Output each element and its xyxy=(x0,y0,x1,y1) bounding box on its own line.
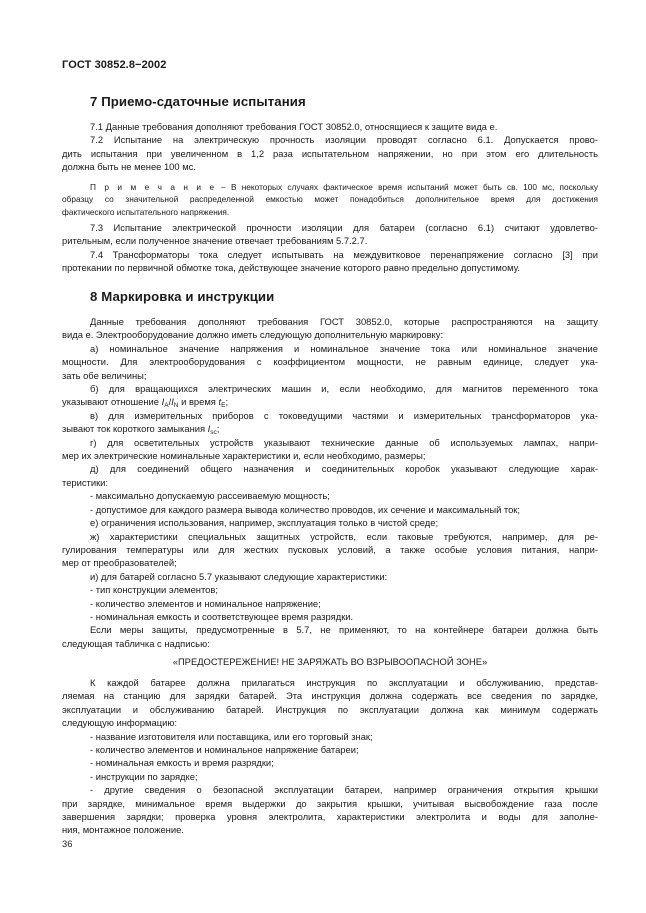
instructions-line: эксплуатации и обслуживанию батарей. Инструкция по эксплуатации должна как минимум содержать xyxy=(62,703,598,715)
list-item: - название изготовителя или поставщика, или его торговый знак; xyxy=(90,730,373,742)
subscript-sc: sc xyxy=(210,429,217,437)
list-item: - максимально допускаемую рассеиваемую мощность; xyxy=(90,490,330,502)
item-b-text: указывают отношение xyxy=(62,396,162,408)
paragraph-7-1: 7.1 Данные требования дополняют требования ГОСТ 30852.0, относящиеся к защите вида е. xyxy=(90,121,498,132)
instructions-line: следующую информацию: xyxy=(62,717,177,729)
note-line: образцу со значительной распределенной емкостью может понадобиться дополнительное время для достижения xyxy=(62,194,598,205)
plate-line: следующая табличка с надписью: xyxy=(62,637,210,649)
paragraph-7-2-line: должна быть не менее 100 мс. xyxy=(62,161,196,173)
item-zh-line: ж) характеристики специальных защитных устройств, если таковые требуются, например, для ре- xyxy=(90,530,598,542)
item-c-line xyxy=(62,422,598,435)
item-zh-line: мер от преобразователей; xyxy=(62,557,177,569)
section-8-title: 8 Маркировка и инструкции xyxy=(90,289,275,304)
list-item: - количество элементов и номинальное напряжение; xyxy=(90,597,321,609)
warning-block xyxy=(62,655,598,668)
symbol-i: I xyxy=(171,396,174,408)
subscript-n: N xyxy=(173,402,179,410)
paragraph-7-3-line: 7.3 Испытание электрической прочности изоляции для батареи (согласно 6.1) считают удовлетво- xyxy=(90,222,598,233)
paragraph-7-4-line: протекании по первичной обмотке тока, действующее значение которого равно предельно допустимому. xyxy=(62,262,520,274)
item-b-line: б) для вращающихся электрических машин и, если необходимо, для магнитов переменного тока xyxy=(90,383,598,395)
item-b-line xyxy=(62,395,598,408)
intro-line: вида е. Электрооборудование должно иметь следующую дополнительную маркировку: xyxy=(62,329,444,341)
warning-inscription: «ПРЕДОСТЕРЕЖЕНИЕ! НЕ ЗАРЯЖАТЬ ВО ВЗРЫВООПАСНОЙ ЗОНЕ» xyxy=(172,656,488,667)
note-block xyxy=(62,181,598,218)
document-code: ГОСТ 30852.8−2002 xyxy=(62,59,167,71)
symbol-i: I xyxy=(161,396,165,408)
paragraph-7-3-line: рительным, если полученное значение отвечает требованиям 5.7.2.7. xyxy=(62,235,368,247)
list-item-cont: при зарядке, минимальное время выдержки до закрытия крышки, учитывая высвобождение газа после xyxy=(62,797,598,809)
item-a-line: мощности. Для электрооборудования с коэффициентом мощности, не равным единице, следует ука- xyxy=(62,356,598,368)
item-b-text: и время xyxy=(178,396,219,408)
punctuation: ; xyxy=(216,423,220,435)
note-line: фактического испытательного напряжения. xyxy=(62,206,230,217)
item-a-line: а) номинальное значение напряжения и номинальное значение тока или номинальное значение xyxy=(90,342,598,354)
item-d-line: д) для соединений общего назначения и соединительных коробок указывают следующие харак- xyxy=(90,463,598,475)
item-zh-line: гулирования температуры или для жестких пусковых условий, а также особые условия питания, напри- xyxy=(62,543,598,555)
item-g-line: г) для осветительных устройств указывают технические данные об используемых лампах, напри- xyxy=(90,436,598,448)
slash: / xyxy=(168,396,172,408)
item-i-line: и) для батарей согласно 5.7 указывают следующие характеристики: xyxy=(90,570,388,582)
paragraph-7-4-line: 7.4 Трансформаторы тока следует испытывать на междувитковое перенапряжение согласно [3] при xyxy=(90,248,598,260)
list-item-cont: завершения зарядки; проверка уровня электролита, характеристики электролита и воды для заполне- xyxy=(62,811,598,823)
punctuation: ; xyxy=(225,396,229,408)
page-number: 36 xyxy=(62,838,73,849)
subscript-e: E xyxy=(221,402,226,410)
symbol-t: t xyxy=(218,396,222,408)
instructions-line: ляемая на станцию для зарядки батарей. Эта инструкция должна содержать все сведения по зарядке, xyxy=(62,690,598,702)
section-7-body xyxy=(62,120,598,174)
list-item: - номинальная емкость и время разрядки; xyxy=(90,757,274,769)
item-d-line: теристики: xyxy=(62,476,109,488)
list-item: - другие сведения о безопасной эксплуатации батареи, например ограничения открытия крышки xyxy=(90,784,598,796)
item-g-line: мер их электрические номинальные характеристики и, если необходимо, размеры; xyxy=(62,450,426,462)
item-c-text: зывают ток короткого замыкания xyxy=(62,423,208,435)
list-item: - инструкции по зарядке; xyxy=(90,770,198,782)
list-item: - допустимое для каждого размера вывода количество проводов, их сечение и максимальный ток; xyxy=(90,503,521,515)
note-line xyxy=(62,181,598,193)
section-7-body-cont xyxy=(62,221,598,275)
note-label: П р и м е ч а н и е xyxy=(90,182,216,192)
list-item-cont: ния, монтажное положение. xyxy=(62,824,184,836)
section-8-body xyxy=(62,315,598,650)
paragraph-7-2-line: дить испытания при увеличенном в 1,2 раза испытательном напряжении, но при этом его длительность xyxy=(62,147,598,159)
plate-line: Если меры защиты, предусмотренные в 5.7, не применяют, то на контейнере батареи должна быть xyxy=(90,624,598,636)
list-item: - тип конструкции элементов; xyxy=(90,584,218,596)
note-text: − В некоторых случаях фактическое время испытаний может быть св. 100 мс, поскольку xyxy=(215,182,598,192)
item-e-line: е) ограничения использования, например, эксплуатация только в чистой среде; xyxy=(90,517,439,529)
intro-line: Данные требования дополняют требования ГОСТ 30852.0, которые распространяются на защиту xyxy=(90,316,598,327)
subscript-a: A xyxy=(164,402,169,410)
list-item: - количество элементов и номинальное напряжение батареи; xyxy=(90,744,359,756)
paragraph-7-2-line: 7.2 Испытание на электрическую прочность изоляции проводят согласно 6.1. Допускается прово- xyxy=(90,134,598,146)
section-7-title: 7 Приемо-сдаточные испытания xyxy=(90,94,306,109)
list-item: - номинальная емкость и соответствующее время разрядки. xyxy=(90,610,354,622)
symbol-i: I xyxy=(207,423,211,435)
instructions-block xyxy=(62,676,598,837)
item-c-line: в) для измерительных приборов с токоведущими частями и измерительных трансформаторов ука- xyxy=(90,409,598,421)
instructions-line: К каждой батарее должна прилагаться инструкция по эксплуатации и обслуживанию, представ- xyxy=(90,677,598,688)
item-a-line: зать обе величины; xyxy=(62,369,147,381)
